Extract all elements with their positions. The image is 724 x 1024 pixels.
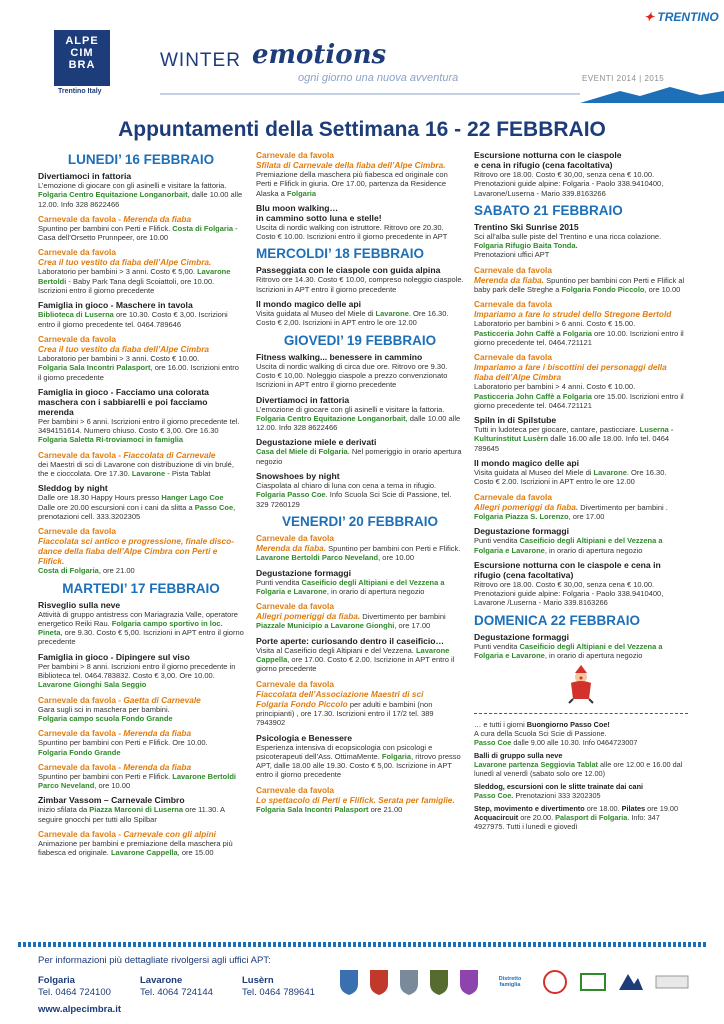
logo-sub: Trentino Italy	[58, 88, 102, 95]
column-2	[256, 150, 464, 819]
emotions-label: emotions	[252, 40, 387, 70]
event: Snowshoes by night Ciaspolata al chiaro di luna con cena a tema in rifugio. Folgaria Passo Coe. Info Scuola Sci Scie di Passione, tel. 329 7260129	[256, 471, 452, 509]
event: Escursione notturna con le ciaspole e cena in rifugio (cena facoltativa) Ritrovo ore 18.00. Costo € 30,00, senza cena € 10.00. Prenotazioni guide alpine: Folgaria - Paolo 338.9410400, Lavarone/Luserna - Mario 339.8163266	[474, 150, 664, 198]
event: Carnevale da favola Merenda da fiaba. Spuntino per bambini con Perti e Flifick al baby park delle Streghe a Folgaria Fondo Piccolo, ore 10.00	[474, 264, 685, 295]
event: Divertiamoci in fattoria L’emozione di giocare con gli asinelli e visitare la fattoria. Folgaria Centro Equitazione Longanorbait, dalle 10.00 alle 12.00. Info 328 8622466	[38, 171, 243, 209]
event: Degustazione miele e derivati Casa del Miele di Folgaria. Nel pomeriggio in orario apertura negozio	[256, 437, 462, 466]
event: Carnevale da favola - Fiaccolata di Carnevale dei Maestri di sci di Lavarone con distribuzione di vin brulé, the e cioccolata. Ore 17.30. Lavarone - Pista Tablat	[38, 449, 234, 479]
event: Carnevale da favola Fiaccolata dell’Associazione Maestri di sci Folgaria Fondo Piccolo per adulti e bambini (non principianti) , ore 17.30. Iscrizioni entro il 17/2 tel. 389 7943902	[256, 678, 434, 728]
column-1	[38, 150, 244, 863]
event: Carnevale da favola Sfilata di Carnevale della fiaba dell’Alpe Cimbra. Premiazione della maschera più fiabesca ed originale con Perti e Flifick in giuria. Ore 17.00, partenza da Residence Alaska a Folgaria	[256, 150, 448, 198]
event: Il mondo magico delle api Visita guidata al Museo del Miele di Lavarone. Ore 16.30. Costo € 2,00. Iscrizioni in APT entro le ore 12.00	[256, 299, 449, 328]
mountains-icon	[160, 85, 724, 103]
website-link[interactable]: www.alpecimbra.it	[38, 1004, 122, 1015]
event: Famiglia in gioco - Maschere in tavola Biblioteca di Luserna ore 10.30. Costo € 3,00. Iscrizioni entro il giorno precedente tel. 0464.789646	[38, 300, 228, 329]
event: Blu moon walking… in cammino sotto luna e stelle! Uscita di nordic walking con istruttore. Ritrovo ore 20.30. Costo € 10.00. Iscrizioni entro il giorno precedente in APT	[256, 202, 448, 242]
daily-note: Balli di gruppo sulla neve Lavarone partenza Seggiovia Tablat alle ore 12.00 e 16.00 dal lunedì al venerdì (sabato solo ore 12.00)	[474, 751, 683, 779]
daily-note: Step, movimento e divertimento ore 18.00. Pilates ore 19.00 Acquacircuit ore 20.00. Palasport di Folgaria. Info: 347 4927975. Tutti i lunedì e giovedì	[474, 804, 679, 832]
event: Famiglia in gioco - Facciamo una colorata maschera con i sabbiarelli e poi facciamo merenda Per bambini > 6 anni. Iscrizioni entro il giorno precedente tel. 3494151614. Numero chiuso. Costo € 3,00. Ore 16.30 Folgaria Saletta Ri-troviamoci in famiglia	[38, 386, 240, 445]
office-lavarone: Lavarone Tel. 4064 724144	[140, 975, 213, 998]
event: Passeggiata con le ciaspole con guida alpina Ritrovo ore 14.30. Costo € 10.00, compreso noleggio ciaspole. Iscrizioni in APT entro il giorno precedente	[256, 265, 464, 294]
day-heading: SABATO 21 FEBBRAIO	[474, 202, 623, 218]
day-heading: DOMENICA 22 FEBBRAIO	[474, 612, 641, 628]
event: Carnevale da favola Lo spettacolo di Perti e Flifick. Serata per famiglie. Folgaria Sala Incontri Palasport ore 21.00	[256, 784, 455, 814]
event: Carnevale da favola Merenda da fiaba. Spuntino per bambini con Perti e Flifick. Lavarone Bertoldi Parco Neveland, ore 10.00	[256, 532, 461, 563]
sponsor-logo-icon	[654, 968, 690, 996]
event: Carnevale da favola - Merenda da fiaba Spuntino per bambini con Perti e Flifick. Ore 10.00. Folgaria Fondo Grande	[38, 728, 208, 757]
event: Carnevale da favola Fiaccolata sci antico e progressione, finale disco-dance della fiaba dell’Alpe Cimbra con Perti e Flifick. Costa di Folgaria, ore 21.00	[38, 526, 234, 576]
office-lusern: Lusèrn Tel. 0464 789641	[242, 975, 315, 998]
eventi-label: EVENTI 2014 | 2015	[582, 74, 665, 83]
event: Divertiamoci in fattoria L’emozione di giocare con gli asinelli e visitare la fattoria. Folgaria Centro Equitazione Longanorbait, dalle 10.00 alle 12.00. Info 328 8622466	[256, 394, 461, 433]
alpe-cimbra-logo: ALPE CIM BRA	[54, 30, 110, 86]
event: Il mondo magico delle api Visita guidata al Museo del Miele di Lavarone. Ore 16.30. Costo € 2.00. Iscrizioni in APT entro le ore 12.00	[474, 458, 667, 487]
coat-of-arms-icon	[368, 968, 390, 996]
footer-info: Per informazioni più dettagliate rivolgersi agli uffici APT:	[38, 955, 271, 966]
daily-note: … e tutti i giorni Buongiorno Passo Coe! A cura della Scuola Sci Scie di Passione. Passo Coe dalle 9.00 alle 10.30. Info 0464723007	[474, 720, 638, 748]
coat-of-arms-icon	[338, 968, 360, 996]
day-heading: MERCOLDI’ 18 FEBBRAIO	[256, 246, 425, 262]
column-3	[474, 150, 688, 835]
distretto-famiglia-logo: Distretto famiglia	[498, 976, 522, 988]
winter-label: WINTER	[160, 50, 241, 71]
event: Escursione notturna con le ciaspole e cena in rifugio (cena facoltativa) Ritrovo ore 18.00. Costo € 30,00, senza cena € 10.00. Prenotazioni guide alpine: Folgaria - Paolo 338.9410400, Lavarone /Luserna - Mario 339.8163266	[474, 559, 664, 608]
event: Carnevale da favola Impariamo a fare lo strudel dello Stregone Bertold Laboratorio per bambini > 6 anni. Costo € 15.00. Pasticceria John Caffè a Folgaria ore 10.00. Iscrizioni entro il giorno precedente tel. 0464.721121	[474, 299, 684, 347]
event: Carnevale da favola Allegri pomeriggi da fiaba. Divertimento per bambini Piazzale Municipio a Lavarone Gionghi, ore 17.00	[256, 601, 446, 631]
day-heading: LUNEDI’ 16 FEBBRAIO	[67, 152, 215, 167]
event: Carnevale da favola Crea il tuo vestito da fiaba dell’Alpe Cimbra. Laboratorio per bambini > 3 anni. Costo € 5,00. Lavarone Bertoldi - Baby Park Tana degli Scoiattoli, ore 10.00. Iscrizioni entro il giorno precedente	[38, 247, 231, 296]
event: Spiln in di Spilstube Tutti in ludoteca per giocare, cantare, pasticciare. Luserna - Kulturinstitut Lusèrn dalle 16.00 alle 18.00. Info tel. 0464 789645	[474, 415, 674, 453]
event: Psicologia e Benessere Esperienza intensiva di ecopsicologia con psicologi e psicoterapeuti dell’Ass. OttimaMente. Folgaria, ritrovo presso APT, dalle 18.00 alle 19.30. Costo € 5,00. Iscrizione in APT entro il giorno precedente	[256, 732, 461, 780]
event: Zimbar Vassom – Carnevale Cimbro inizio sfilata da Piazza Marconi di Luserna ore 11.30. A seguire gnocchi per tutti allo Spilbar	[38, 795, 225, 824]
coat-of-arms-icon	[428, 968, 450, 996]
event: Carnevale da favola Allegri pomeriggi da fiaba. Divertimento per bambini . Folgaria Piazza S. Lorenzo, ore 17.00	[474, 491, 668, 521]
footer-divider	[18, 942, 708, 947]
event: Carnevale da favola - Gaetta di Carnevale Gara sugli sci in maschera per bambini. Folgaria campo scuola Fondo Grande	[38, 694, 201, 723]
event: Degustazione formaggi Punti vendita Caseificio degli Altipiani e del Vezzena a Folgaria e Lavarone, in orario di apertura negozio	[474, 526, 663, 555]
day-heading: GIOVEDI’ 19 FEBBRAIO	[283, 332, 437, 348]
page-title: Appuntamenti della Settimana 16 - 22 FEBBRAIO	[118, 118, 606, 141]
coat-of-arms-icon	[398, 968, 420, 996]
clown-icon	[561, 665, 601, 705]
event: Porte aperte: curiosando dentro il caseificio… Visita al Caseificio degli Altipiani e del Vezzena. Lavarone Cappella, ore 17.00. Costo € 2.00. Iscrizione in APT entro il giorno precedente	[256, 635, 455, 674]
sponsor-logos	[338, 964, 718, 1000]
event: Sleddog by night Dalle ore 18.30 Happy Hours presso Hanger Lago Coe Dalle ore 20.00 escursioni con i cani da slitta a Passo Coe, prenotazioni cell. 333.3202305	[38, 483, 236, 521]
event: Degustazione formaggi Punti vendita Caseificio degli Altipiani e del Vezzena a Folgaria e Lavarone, in orario di apertura negozio	[256, 567, 445, 596]
day-heading: MARTEDI’ 17 FEBBRAIO	[62, 580, 220, 596]
event: Carnevale da favola Crea il tuo vestito da fiaba dell’Alpe Cimbra Laboratorio per bambini > 3 anni. Costo € 10.00. Folgaria Sala Incontri Palasport, ore 16.00. Iscrizioni entro il giorno precedente	[38, 333, 239, 382]
daily-note: Sleddog, escursioni con le slitte trainate dai cani Passo Coe. Prenotazioni 333 3202305	[474, 782, 644, 801]
event: Trentino Ski Sunrise 2015 Sci all’alba sulle piste del Trentino e una ricca colazione. Folgaria Rifugio Baita Tonda. Prenotazioni uffici APT	[474, 221, 662, 260]
sponsor-logo-icon	[578, 968, 608, 996]
header	[0, 0, 724, 110]
event: Degustazione formaggi Punti vendita Caseificio degli Altipiani e del Vezzena a Folgaria e Lavarone, in orario di apertura negozio	[474, 631, 663, 661]
event: Fitness walking... benessere in cammino Uscita di nordic walking di circa due ore. Ritrovo ore 9.30. Costo € 10,00. Noleggio ciaspole a prezzo convenzionato Iscrizioni in APT entro il giorno precedente	[256, 351, 448, 390]
sponsor-logo-icon	[540, 968, 570, 996]
day-heading: VENERDI’ 20 FEBBRAIO	[281, 513, 439, 529]
tagline: ogni giorno una nuova avventura	[298, 72, 459, 84]
divider	[474, 713, 688, 714]
event: Carnevale da favola - Merenda da fiaba Spuntino per bambini con Perti e Flifick. Lavarone Bertoldi Parco Neveland, ore 10.00	[38, 761, 236, 791]
event: Carnevale da favola Impariamo a fare i biscottini dei personaggi della fiaba dell’Alpe Cimbra Laboratorio per bambini > 4 anni. Costo € 10.00. Pasticceria John Caffè a Folgaria ore 15.00. Iscrizioni entro il giorno precedente tel. 0464.721121	[474, 352, 684, 410]
office-folgaria: Folgaria Tel. 0464 724100	[38, 975, 111, 998]
coat-of-arms-icon	[458, 968, 480, 996]
event: Carnevale da favola - Merenda da fiaba Spuntino per bambini con Perti e Flifick. Costa di Folgaria - Casa dell’Orsetto Prunnpeer, ore 10.00	[38, 213, 238, 243]
trentino-logo: ✦ TRENTINO	[644, 10, 719, 24]
event: Famiglia in gioco - Dipingere sul viso Per bambini > 8 anni. Iscrizioni entro il giorno precedente in Biblioteca tel. 0464.783832. Costo € 3,00. Ore 10.00. Lavarone Gionghi Sala Seggio	[38, 651, 236, 690]
event: Risveglio sulla neve Attività di gruppo antistress con Mariagrazia Valle, operatore energetico Reiki Rau. Folgaria campo sportivo in loc. Pineta, ore 9.30. Costo € 5,00. Iscrizioni in APT entro il giorno precedente	[38, 599, 244, 647]
event: Carnevale da favola - Carnevale con gli alpini Animazione per bambini e premiazione della maschera più fiabesca ed originale. Lavarone Cappella, ore 15.00	[38, 828, 233, 858]
sponsor-logo-icon	[616, 968, 646, 996]
